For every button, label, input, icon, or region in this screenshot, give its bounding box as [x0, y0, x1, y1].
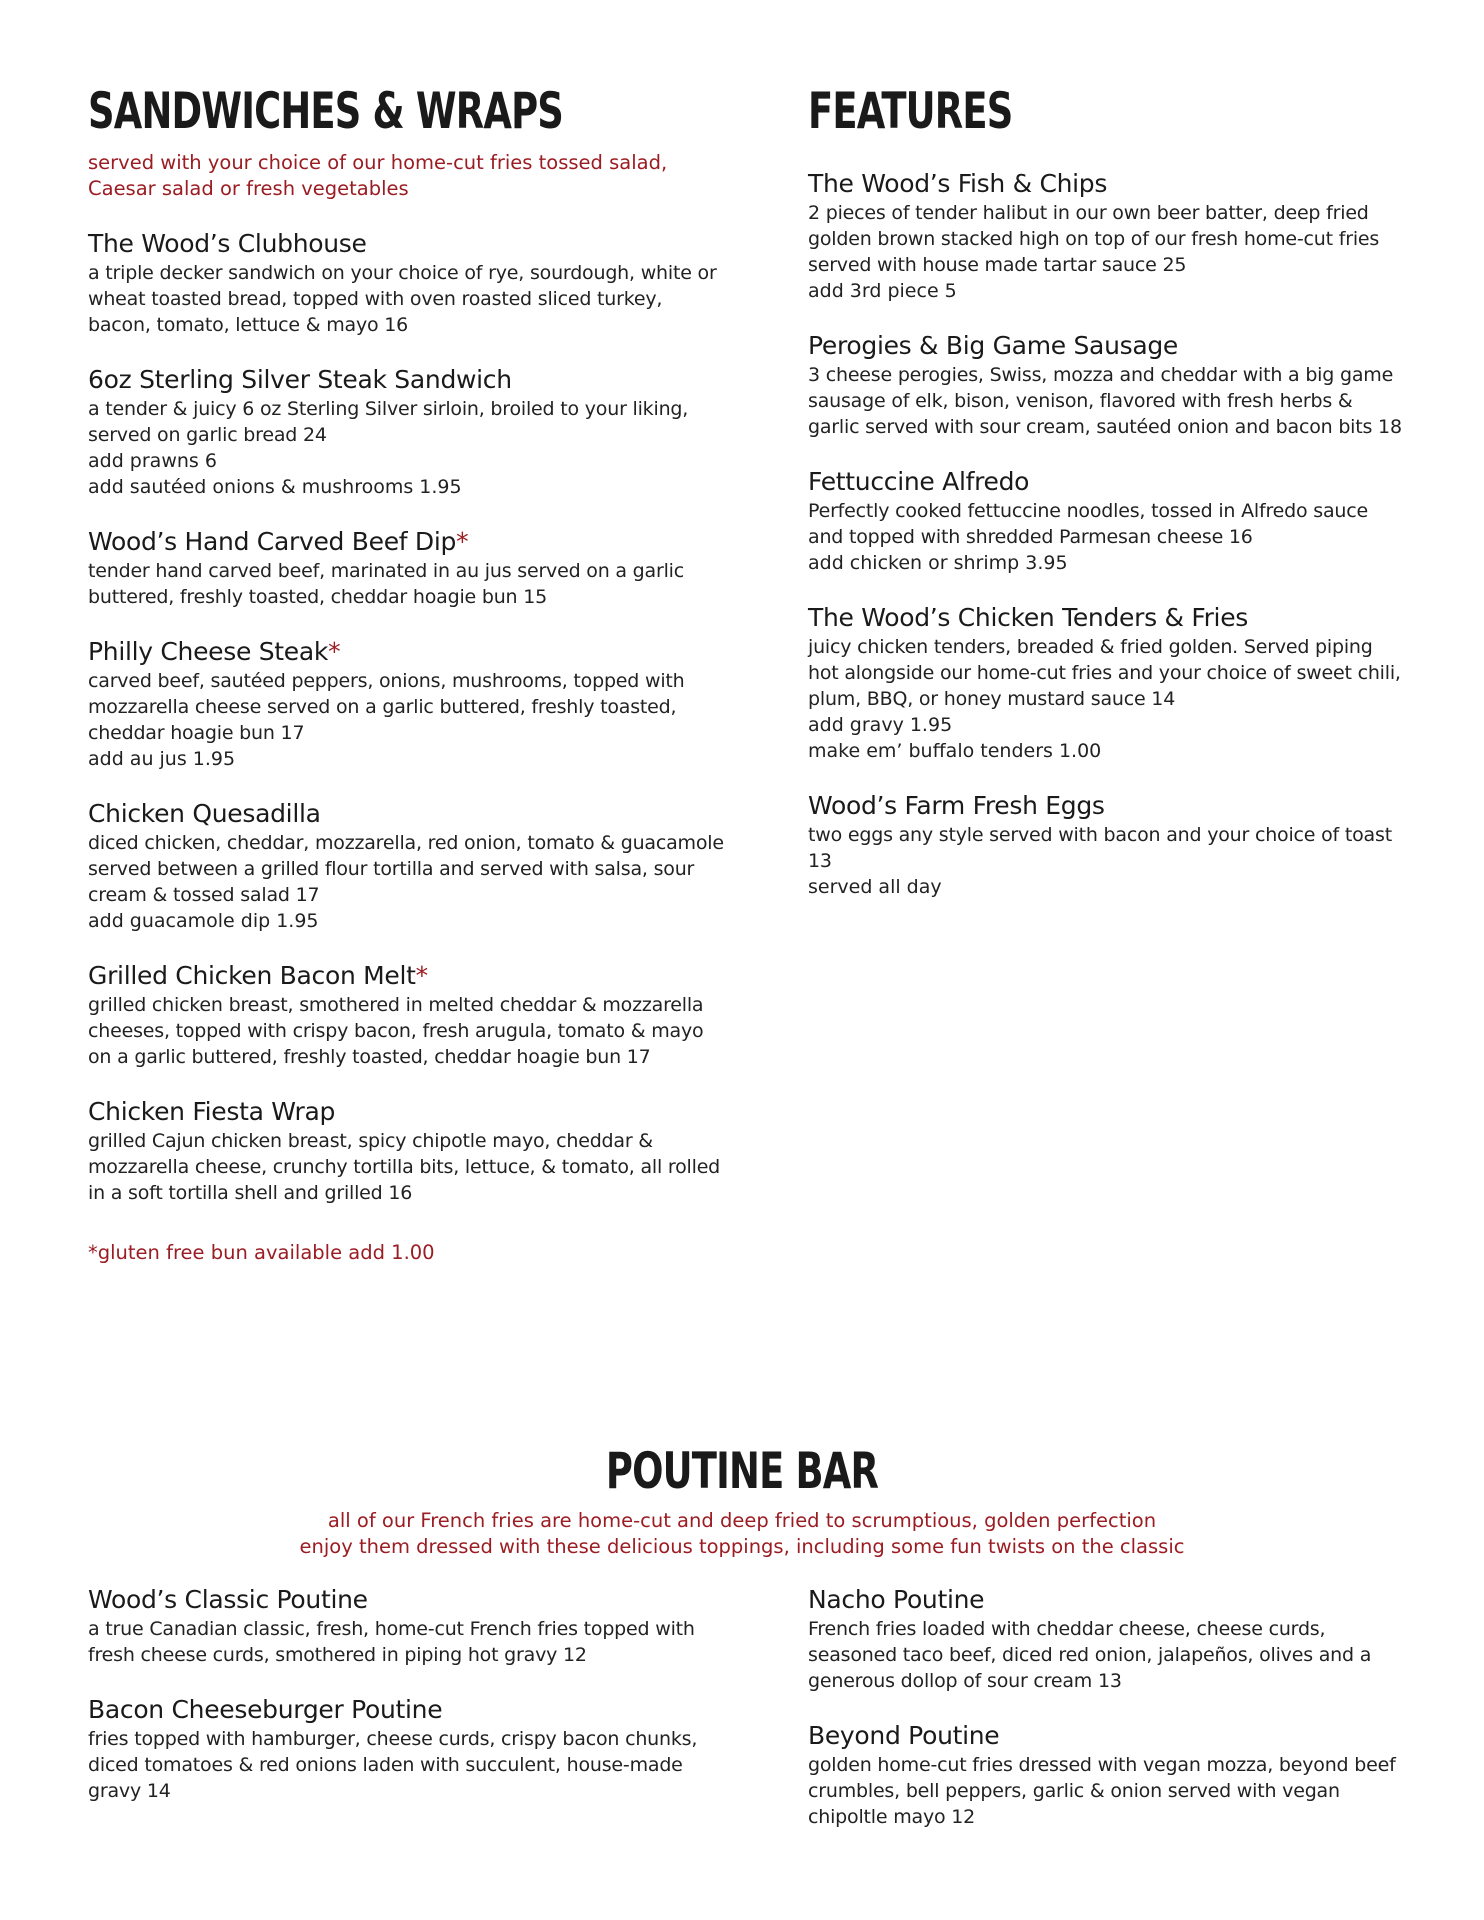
menu-item-description: carved beef, sautéed peppers, onions, mushrooms, topped with mozzarella cheese served on a garlic buttered, freshly toasted, cheddar hoagie bun 17: [88, 670, 685, 744]
menu-item-name: Fettuccine Alfredo: [808, 467, 1030, 496]
menu-item-name: Nacho Poutine: [808, 1585, 985, 1614]
menu-item-addon: add chicken or shrimp 3.95: [808, 552, 1068, 574]
sandwiches-title: SANDWICHES & WRAPS: [88, 82, 564, 140]
menu-item: [808, 466, 1408, 576]
menu-item-name: Grilled Chicken Bacon Melt*: [88, 961, 428, 990]
menu-item-addon: add au jus 1.95: [88, 748, 236, 770]
menu-item-description: fries topped with hamburger, cheese curds, crispy bacon chunks, diced tomatoes & red onions laden with succulent, house-made gravy 14: [88, 1728, 698, 1802]
menu-item-description: grilled chicken breast, smothered in melted cheddar & mozzarella cheeses, topped with crispy bacon, fresh arugula, tomato & mayo on a garlic buttered, freshly toasted, cheddar hoagie bun 17: [88, 994, 704, 1068]
menu-item-name: Philly Cheese Steak*: [88, 637, 341, 666]
menu-item-description: tender hand carved beef, marinated in au jus served on a garlic buttered, freshly toasted, cheddar hoagie bun 15: [88, 560, 685, 608]
sandwiches-section: [88, 80, 728, 1266]
menu-item-addon: add gravy 1.95: [808, 714, 953, 736]
menu-item: [808, 790, 1408, 900]
menu-item: [88, 636, 728, 772]
menu-item-name: Wood’s Classic Poutine: [88, 1585, 368, 1614]
menu-item-description: French fries loaded with cheddar cheese, cheese curds, seasoned taco beef, diced red onion, jalapeños, olives and a generous dollop of sour cream 13: [808, 1618, 1372, 1692]
menu-item-name: Perogies & Big Game Sausage: [808, 331, 1179, 360]
poutine-intro-line2: enjoy them dressed with these delicious toppings, including some fun twists on the classic: [299, 1535, 1185, 1558]
menu-item-description: a tender & juicy 6 oz Sterling Silver sirloin, broiled to your liking, served on garlic bread 24: [88, 398, 689, 446]
menu-item-addon: add prawns 6: [88, 450, 217, 472]
sandwiches-intro-line1: served with your choice of our home-cut fries tossed salad,: [88, 151, 668, 174]
menu-item-name: The Wood’s Chicken Tenders & Fries: [808, 603, 1249, 632]
poutine-section-header: [0, 1440, 1484, 1560]
features-section: [808, 80, 1408, 900]
features-title: FEATURES: [808, 82, 1013, 140]
menu-item-name: Chicken Fiesta Wrap: [88, 1097, 336, 1126]
gluten-free-footnote: *gluten free bun available add 1.00: [88, 1241, 435, 1264]
menu-item-name: Beyond Poutine: [808, 1721, 1000, 1750]
gluten-free-star: *: [415, 961, 428, 990]
sandwiches-list: [88, 228, 728, 1206]
menu-item: [88, 1096, 728, 1206]
gluten-free-star: *: [328, 637, 341, 666]
menu-item-addon: make em’ buffalo tenders 1.00: [808, 740, 1102, 762]
menu-item: [88, 1584, 728, 1668]
poutine-title: POUTINE BAR: [605, 1442, 879, 1500]
poutine-list-left: [88, 1584, 728, 1804]
menu-item: [88, 1694, 728, 1804]
menu-item-addon: add 3rd piece 5: [808, 280, 957, 302]
poutine-intro: [0, 1508, 1484, 1560]
menu-item-description: 2 pieces of tender halibut in our own beer batter, deep fried golden brown stacked high on top of our fresh home-cut fries served with house made tartar sauce 25: [808, 202, 1380, 276]
gluten-free-star: *: [456, 527, 469, 556]
menu-item-addon: add sautéed onions & mushrooms 1.95: [88, 476, 462, 498]
features-list: [808, 168, 1408, 900]
menu-item: [808, 330, 1408, 440]
menu-item-name: The Wood’s Clubhouse: [88, 229, 367, 258]
menu-item-description: a true Canadian classic, fresh, home-cut French fries topped with fresh cheese curds, smothered in piping hot gravy 12: [88, 1618, 695, 1666]
sandwiches-intro: [88, 150, 728, 202]
menu-item-description: a triple decker sandwich on your choice of rye, sourdough, white or wheat toasted bread, topped with oven roasted sliced turkey, bacon, tomato, lettuce & mayo 16: [88, 262, 717, 336]
menu-item-description: two eggs any style served with bacon and your choice of toast 13: [808, 824, 1392, 872]
menu-item-addon: add guacamole dip 1.95: [88, 910, 319, 932]
menu-item: [808, 1584, 1408, 1694]
menu-item: [88, 798, 728, 934]
menu-item-description: diced chicken, cheddar, mozzarella, red onion, tomato & guacamole served between a grilled flour tortilla and served with salsa, sour cream & tossed salad 17: [88, 832, 724, 906]
menu-item-name: Bacon Cheeseburger Poutine: [88, 1695, 443, 1724]
menu-item: [808, 602, 1408, 764]
menu-item-name: Chicken Quesadilla: [88, 799, 321, 828]
poutine-list-right: [808, 1584, 1408, 1830]
sandwiches-intro-line2: Caesar salad or fresh vegetables: [88, 177, 409, 200]
menu-item-description: juicy chicken tenders, breaded & fried golden. Served piping hot alongside our home-cut fries and your choice of sweet chili, plum, BBQ, or honey mustard sauce 14: [808, 636, 1401, 710]
menu-item-addon: served all day: [808, 876, 942, 898]
menu-item: [808, 1720, 1408, 1830]
menu-item-description: golden home-cut fries dressed with vegan mozza, beyond beef crumbles, bell peppers, garlic & onion served with vegan chipoltle mayo 12: [808, 1754, 1396, 1828]
poutine-intro-line1: all of our French fries are home-cut and deep fried to scrumptious, golden perfection: [327, 1509, 1157, 1532]
menu-item: [88, 228, 728, 338]
menu-item-name: Wood’s Farm Fresh Eggs: [808, 791, 1105, 820]
menu-item-description: 3 cheese perogies, Swiss, mozza and cheddar with a big game sausage of elk, bison, venison, flavored with fresh herbs & garlic served with sour cream, sautéed onion and bacon bits 18: [808, 364, 1402, 438]
menu-item-name: The Wood’s Fish & Chips: [808, 169, 1108, 198]
menu-item-name: 6oz Sterling Silver Steak Sandwich: [88, 365, 512, 394]
menu-item: [808, 168, 1408, 304]
menu-item-description: grilled Cajun chicken breast, spicy chipotle mayo, cheddar & mozzarella cheese, crunchy tortilla bits, lettuce, & tomato, all rolled in a soft tortilla shell and grilled 16: [88, 1130, 721, 1204]
menu-item: [88, 960, 728, 1070]
menu-item: [88, 526, 728, 610]
menu-item-name: Wood’s Hand Carved Beef Dip*: [88, 527, 469, 556]
menu-item: [88, 364, 728, 500]
menu-item-description: Perfectly cooked fettuccine noodles, tossed in Alfredo sauce and topped with shredded Parmesan cheese 16: [808, 500, 1369, 548]
